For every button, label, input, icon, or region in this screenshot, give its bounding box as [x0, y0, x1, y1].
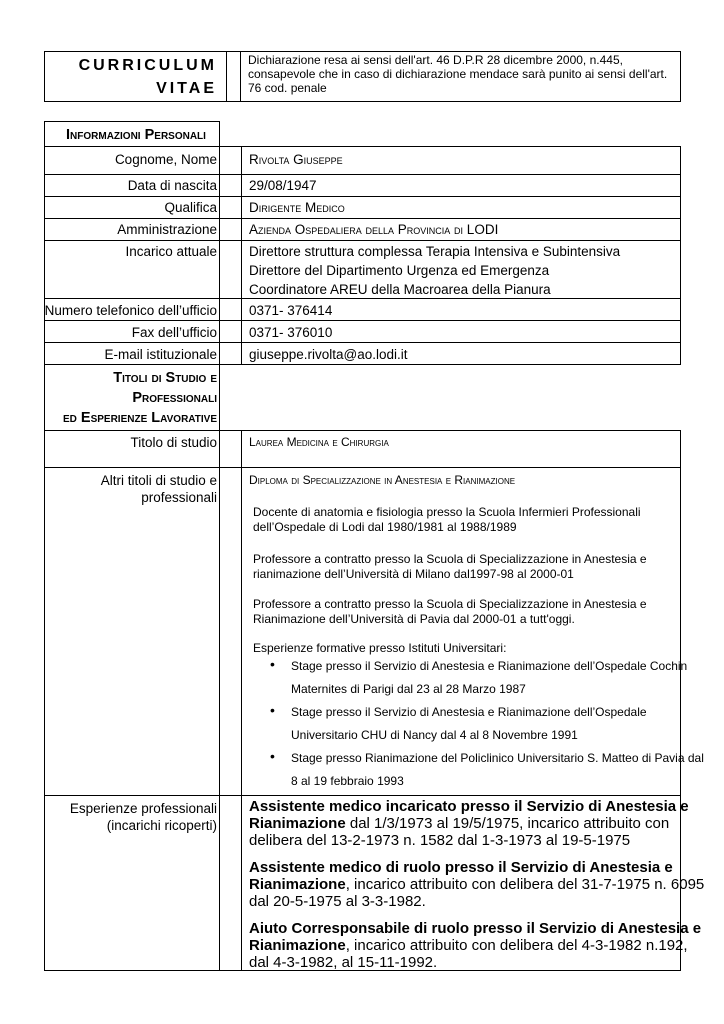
declaration-text: Dichiarazione resa ai sensi dell'art. 46 D.P.R 28 dicembre 2000, n.445, consapevole che in caso di dichiarazione mendace sarà punito ai sensi dell'art. 76 cod. penale	[248, 53, 668, 95]
label-fax: Fax dell’ufficio	[131, 325, 217, 340]
label-esperienze-1: Esperienze professionali	[69, 801, 217, 816]
para-pavia-1: Professore a contratto presso la Scuola di Specializzazione in Anestesia e	[253, 597, 647, 611]
rule	[680, 146, 681, 365]
value-incarico-3: Coordinatore AREU della Macroarea della Pianura	[249, 282, 551, 297]
value-qualifica: Dirigente Medico	[249, 200, 345, 215]
rule	[226, 51, 227, 102]
para-milano-1: Professore a contratto presso la Scuola di Specializzazione in Anestesia e	[253, 552, 647, 566]
value-diploma: Diploma di Specializzazione in Anestesia e Rianimazione	[249, 473, 516, 487]
bullet-icon: •	[270, 702, 275, 718]
para-docente-2: dell’Ospedale di Lodi dal 1980/1981 al 1988/1989	[253, 520, 517, 534]
exp-3-line3: dal 4-3-1982, al 15-11-1992.	[249, 954, 438, 971]
label-incarico: Incarico attuale	[125, 244, 217, 259]
rule	[219, 121, 220, 971]
exp-3-rest: , incarico attribuito con delibera del 4-3-1982 n.192,	[345, 937, 688, 954]
rule	[241, 146, 242, 365]
bullet-3-line1: Stage presso Rianimazione del Policlinico Universitario S. Matteo di Pavia dal	[291, 751, 704, 765]
rule	[44, 342, 681, 343]
para-milano-2: rianimazione dell’Università di Milano dal1997-98 al 2000-01	[253, 567, 574, 581]
rule	[44, 320, 681, 321]
para-docente-1: Docente di anatomia e fisiologia presso la Scuola Infermieri Professionali	[253, 505, 641, 519]
exp-1-rest: dal 1/3/1973 al 19/5/1975, incarico attribuito con	[345, 815, 670, 832]
rule	[680, 51, 681, 102]
label-esperienze-2: (incarichi ricoperti)	[106, 818, 217, 833]
rule	[44, 196, 681, 197]
rule	[44, 430, 681, 431]
exp-2-line3: dal 20-5-1975 al 3-3-1982.	[249, 893, 426, 910]
rule	[44, 146, 681, 147]
label-altri-titoli-2: professionali	[141, 490, 217, 505]
section-title-personal: Informazioni Personali	[66, 127, 206, 143]
cv-title-line2: VITAE	[156, 80, 217, 97]
label-qualifica: Qualifica	[164, 200, 217, 215]
rule	[44, 467, 681, 468]
label-altri-titoli-1: Altri titoli di studio e	[100, 473, 217, 488]
rule	[44, 51, 45, 102]
cv-title-line1: CURRICULUM	[78, 57, 217, 74]
label-telefono: Numero telefonico dell’ufficio	[44, 303, 217, 318]
rule	[44, 364, 681, 365]
value-data-nascita: 29/08/1947	[249, 178, 317, 193]
value-amministrazione: Azienda Ospedaliera della Provincia di LODI	[249, 222, 499, 237]
value-incarico-1: Direttore struttura complessa Terapia Intensiva e Subintensiva	[249, 244, 621, 259]
rule	[44, 121, 220, 122]
label-titolo-studio: Titolo di studio	[130, 435, 217, 450]
value-email[interactable]: giuseppe.rivolta@ao.lodi.it	[249, 347, 408, 362]
rule	[240, 51, 241, 102]
rule	[241, 430, 242, 971]
value-fax: 0371- 376010	[249, 325, 333, 340]
rule	[44, 121, 45, 971]
section-title-studi-3: ed Esperienze Lavorative	[62, 410, 217, 426]
exp-1-line3: delibera del 13-2-1973 n. 1582 dal 1-3-1973 al 19-5-1975	[249, 832, 631, 849]
value-incarico-2: Direttore del Dipartimento Urgenza ed Emergenza	[249, 263, 550, 278]
label-amministrazione: Amministrazione	[117, 222, 217, 237]
rule	[44, 240, 681, 241]
exp-3-bold: Rianimazione	[249, 937, 346, 954]
bullet-icon: •	[270, 748, 275, 764]
rule	[44, 298, 681, 299]
value-telefono: 0371- 376414	[249, 303, 333, 318]
exp-3-line1: Aiuto Corresponsabile di ruolo presso il Servizio di Anestesia e	[249, 920, 702, 937]
bullet-2-line2: Universitario CHU di Nancy dal 4 al 8 Novembre 1991	[291, 728, 578, 742]
exp-2-rest: , incarico attribuito con delibera del 31-7-1975 n. 6095	[345, 876, 705, 893]
value-titolo-studio: Laurea Medicina e Chirurgia	[249, 435, 389, 449]
exp-2-line2	[249, 876, 704, 893]
rule	[44, 51, 681, 52]
bullet-3-line2: 8 al 19 febbraio 1993	[291, 774, 404, 788]
rule	[44, 174, 681, 175]
value-cognome: Rivolta Giuseppe	[249, 152, 343, 167]
exp-1-line1: Assistente medico incaricato presso il Servizio di Anestesia e	[249, 798, 689, 815]
label-data-nascita: Data di nascita	[127, 178, 217, 193]
section-title-studi-1: Titoli di Studio e	[113, 370, 217, 386]
label-email: E-mail istituzionale	[104, 347, 217, 362]
rule	[44, 101, 681, 102]
bullet-1-line1: Stage presso il Servizio di Anestesia e Rianimazione dell’Ospedale Cochin	[291, 659, 688, 673]
rule	[44, 218, 681, 219]
rule	[44, 795, 681, 796]
exp-3-line2	[249, 937, 688, 954]
section-title-studi-2: Professionali	[132, 390, 217, 406]
exp-1-bold: Rianimazione	[249, 815, 346, 832]
para-pavia-2: Rianimazione dell’Università di Pavia dal 2000-01 a tutt'oggi.	[253, 612, 575, 626]
label-cognome: Cognome, Nome	[114, 152, 217, 167]
exp-2-line1: Assistente medico di ruolo presso il Servizio di Anestesia e	[249, 859, 673, 876]
bullet-icon: •	[270, 656, 275, 672]
bullet-2-line1: Stage presso il Servizio di Anestesia e Rianimazione dell’Ospedale	[291, 705, 647, 719]
bullet-1-line2: Maternites di Parigi dal 23 al 28 Marzo 1987	[291, 682, 526, 696]
exp-1-line2	[249, 815, 669, 832]
formative-title: Esperienze formative presso Istituti Universitari:	[253, 641, 507, 655]
exp-2-bold: Rianimazione	[249, 876, 346, 893]
